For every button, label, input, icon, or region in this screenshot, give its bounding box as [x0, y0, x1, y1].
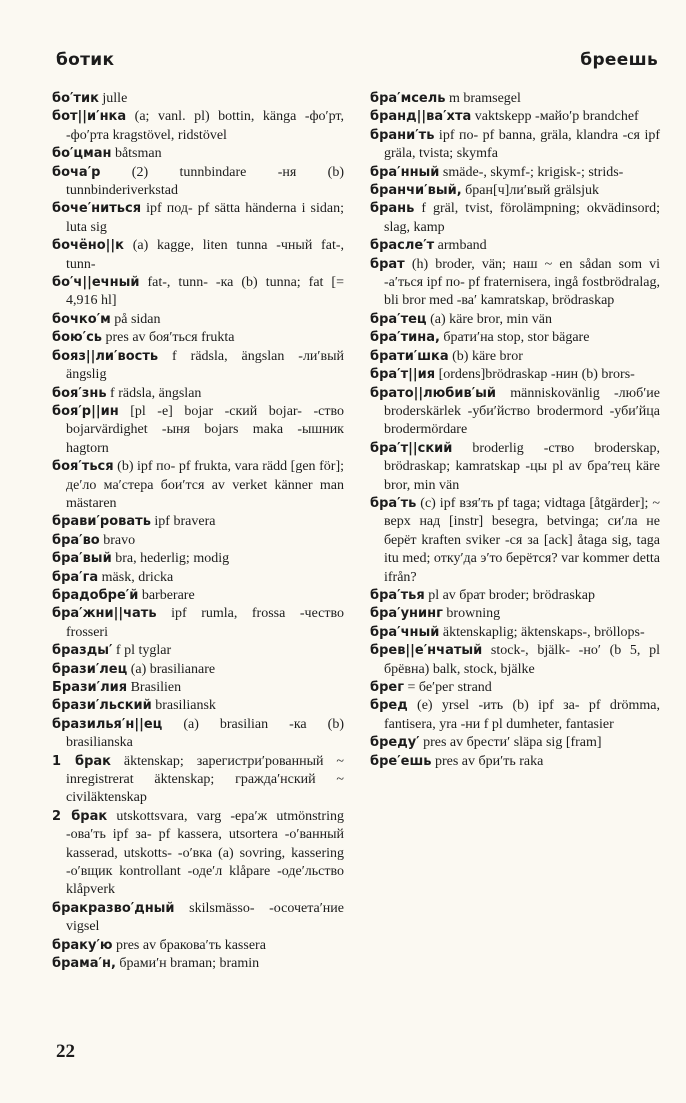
entry: боя′знь f rädsla, ängslan	[52, 385, 202, 401]
entry: бочко′м på sidan	[52, 311, 161, 327]
entry: бо′ч||ечный fat-, tunn- -ка (b) tunna; fat [= 4,916 hl]	[52, 275, 344, 309]
entry: бра′га mäsk, dricka	[52, 569, 174, 585]
entry: брань f gräl, tvist, förolämpning; okvädinsord; slag, kamp	[370, 201, 660, 235]
entry: бре′ешь pres av бри′ть raka	[370, 753, 544, 769]
entry: брази′лец (a) brasilianare	[52, 661, 216, 677]
entry: бра′чный äktenskaplig; äktenskaps-, bröllops-	[370, 624, 645, 640]
entry: брасле′т armband	[370, 238, 487, 254]
entry: бо′цман båtsman	[52, 146, 162, 162]
entry: бра′т||ский broderlig -ство broderskap, brödraskap; kamratskap -цы pl av бра′тец käre bror, min vän	[370, 440, 660, 493]
entry: бочёно||к (a) kagge, liten tunna -чный fat-, tunn-	[52, 238, 344, 272]
entry: бред (e) yrsel -ить (b) ipf за- pf drömma, fantisera, yra -ни f pl dumheter, fantasier	[370, 698, 660, 732]
entry: брани′ть ipf по- pf banna, gräla, klandra -ся ipf gräla, tvista; skymfa	[370, 127, 660, 162]
entry: бот||и′нка (a; vanl. pl) bottin, känga -фо′рт, -фо′рта kragstövel, ridstövel	[52, 109, 344, 143]
entry: брат (h) broder, vän; наш ~ en sådan som vi -а′ться ipf по- pf fraternisera, ingå fostbrödralag, bli bror med -ва′ kamratskap, brödraskap	[370, 256, 660, 309]
entry: боя′ться (b) ipf по- pf frukta, vara rädd [gen för]; де′ло ма′стера бои′тся av verket känner man mästaren	[52, 459, 344, 511]
page-number: 22	[56, 1041, 75, 1062]
entry: бранд||ва′хта vaktskepp -майо′р brandchef	[370, 109, 639, 125]
entry: боче′ниться ipf под- pf sätta händerna i sidan; luta sig	[52, 201, 344, 235]
entry: бою′сь pres av боя′ться frukta	[52, 330, 235, 346]
entry: бра′тина, брати′на stop, stor bägare	[370, 330, 590, 346]
entry: браку′ю pres av бракова′ть kassera	[52, 937, 266, 953]
entry: бразды′ f pl tyglar	[52, 643, 172, 659]
entry: бра′тец (a) käre bror, min vän	[370, 311, 552, 327]
entry: бракразво′дный skilsmässo- -осочета′ние vigsel	[52, 900, 344, 935]
entry: брадобре′й barberare	[52, 587, 195, 603]
entry: бра′жни||чать ipf rumla, frossa -чество frosseri	[52, 606, 344, 640]
entry: бра′ть (c) ipf взя′ть pf taga; vidtaga [åtgärder]; ~ верх над [instr] besegra, betvinga; си′ла не берёт kraften sviker -ся за [ack] åtaga sig, taga itu med; отку′да э′то берётся? var kommer detta ifrån?	[370, 495, 660, 585]
running-head-left: ботик	[56, 50, 115, 70]
left-column	[52, 90, 344, 974]
entry: брази′льский brasiliansk	[52, 698, 216, 714]
entry: брави′ровать ipf bravera	[52, 514, 216, 530]
entry: бранчи′вый, бран[ч]ли′вый grälsjuk	[370, 183, 599, 199]
entry: брев||е′нчатый stock-, bjälk- -но′ (b 5, pl брёвна) balk, stock, bjälke	[370, 643, 660, 677]
entry: Брази′лия Brasilien	[52, 680, 182, 695]
entry: бо′тик julle	[52, 91, 128, 106]
entry: 1 брак äktenskap; зарегистри′рованный ~ inregistrerat äktenskap; гражда′нский ~ civiläktenskap	[52, 753, 344, 806]
entry: брама′н, брами′н braman; bramin	[52, 956, 260, 972]
entry: бра′вый bra, hederlig; modig	[52, 551, 230, 567]
entry: брати′шка (b) käre bror	[370, 348, 523, 364]
entry: бра′унинг browning	[370, 606, 501, 622]
right-column	[370, 90, 660, 771]
entry: бра′мсель m bramsegel	[370, 91, 521, 106]
entry: бреду′ pres av брести′ släpa sig [fram]	[370, 735, 602, 751]
entry: бра′во bravo	[52, 532, 136, 548]
entry: бра′тья pl av брат broder; brödraskap	[370, 587, 596, 603]
entry: брато||любив′ый människovänlig -люб′ие broderskärlek -уби′йство brodermord -уби′йца brodermördare	[370, 385, 660, 438]
entry: боя′р||ин [pl -е] bojar -ский bojar- -ство bojarvärdighet -ыня bojars maka -ышник hagtorn	[52, 403, 344, 456]
entry: бразилья′н||ец (a) brasilian -ка (b) brasilianska	[52, 716, 344, 751]
entry: боча′р (2) tunnbindare -ня (b) tunnbinderiverkstad	[52, 164, 344, 199]
entry: 2 брак utskottsvara, varg -ера′ж utmönstring -ова′ть ipf за- pf kassera, utsortera -о′ванный kasserad, utskotts- -о′вка (a) sovring, kassering -о′вщик kontrollant -оде′л klåpare -оде′льство klåpverk	[52, 808, 344, 898]
running-head-right: бреешь	[580, 50, 658, 70]
entry: бра′нный smäde-, skymf-; krigisk-; strids-	[370, 164, 624, 180]
entry: брег = бе′рег strand	[370, 680, 492, 695]
entry: бояз||ли′вость f rädsla, ängslan -ли′вый ängslig	[52, 348, 344, 383]
entry: бра′т||ия [ordens]brödraskap -нин (b) brors-	[370, 367, 635, 383]
